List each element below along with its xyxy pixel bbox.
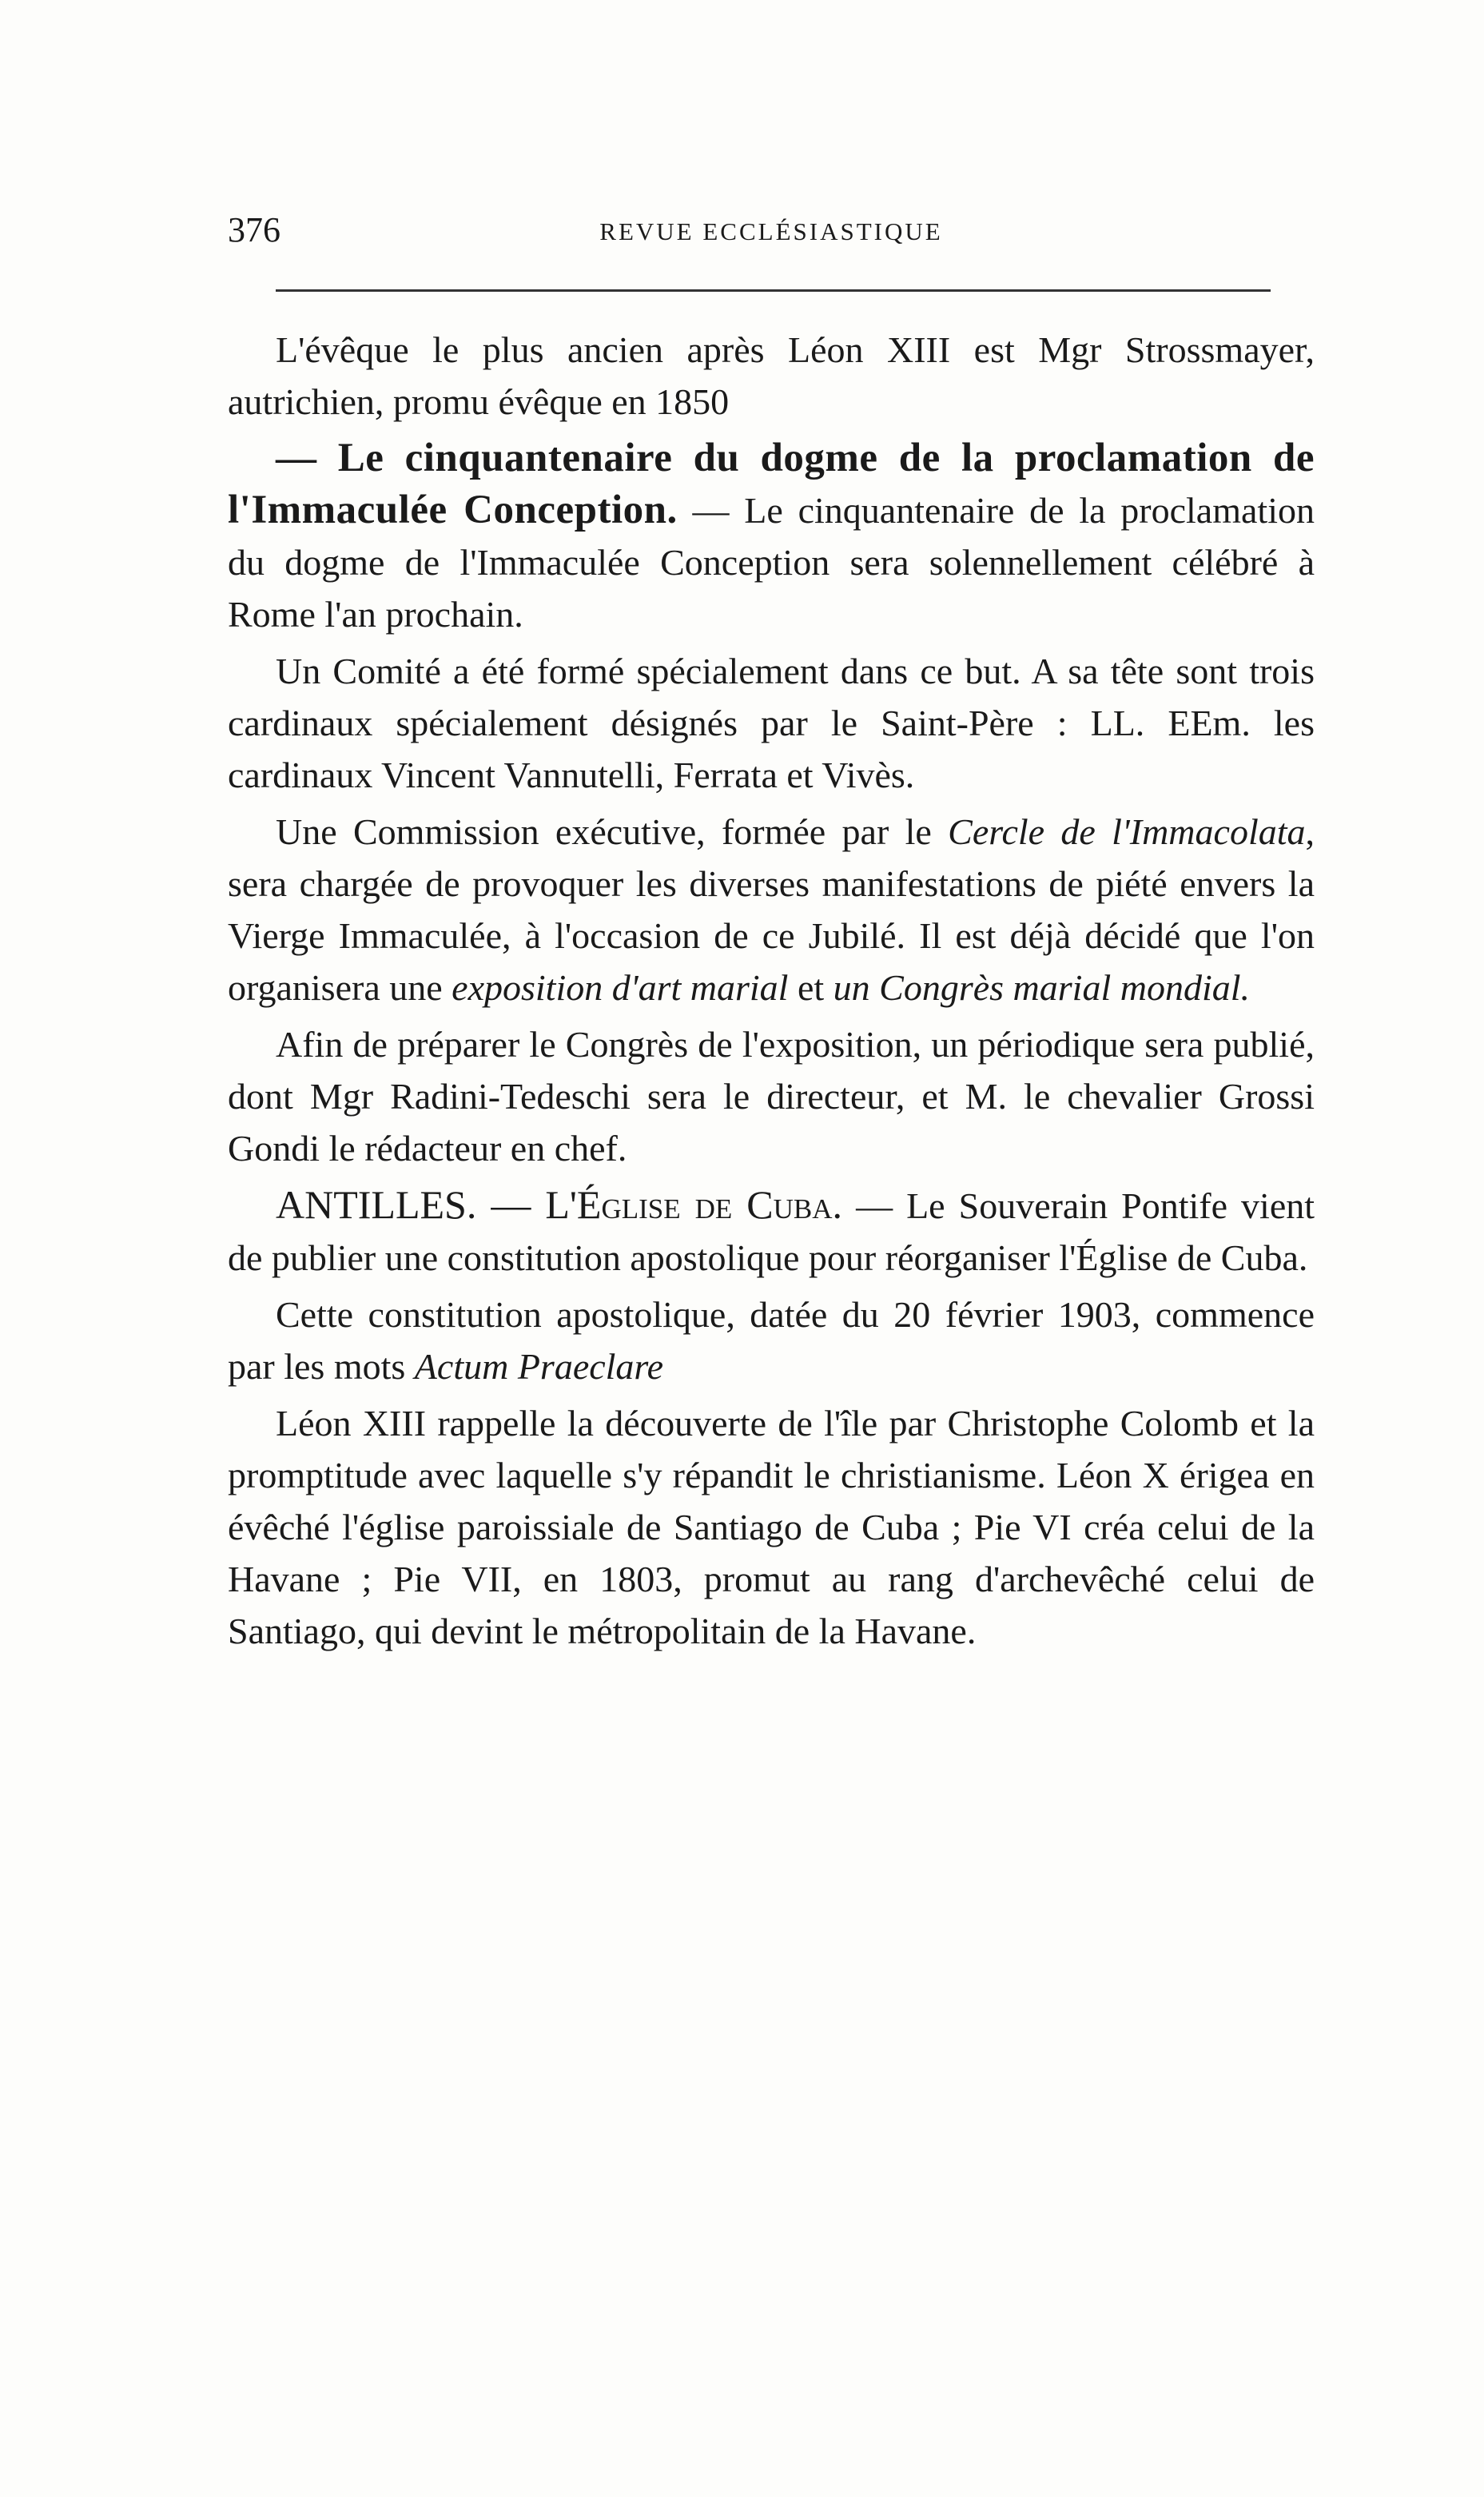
section-heading-antilles: ANTILLES. —	[276, 1182, 546, 1227]
italic-run: un Congrès marial mondial.	[833, 967, 1251, 1008]
text-run: — Le Souverain Pontife vient de publier une constitution apostolique pour réorganiser l'Église de Cuba.	[228, 1185, 1315, 1278]
header-rule	[276, 289, 1271, 292]
section-heading-cinquantenaire: — Le cinquantenaire du dogme de la proclamation de l'Immaculée Conception.	[228, 436, 1315, 532]
italic-run: Cercle de l'Immacolata	[948, 811, 1306, 852]
section-subheading-cuba: L'Église de Cuba.	[545, 1182, 843, 1227]
paragraph-commission	[228, 806, 1315, 1014]
italic-run: exposition d'art marial	[452, 967, 789, 1008]
paragraph-strossmayer: L'évêque le plus ancien après Léon XIII est Mgr Strossmayer, autrichien, promu évêque en 1850	[228, 329, 1315, 422]
paragraph-congres: Afin de préparer le Congrès de l'exposition, un périodique sera publié, dont Mgr Radini-Tedeschi sera le directeur, et M. le chevalier Grossi Gondi le rédacteur en chef.	[228, 1024, 1315, 1169]
page-header	[228, 209, 1315, 257]
text-run: et	[788, 967, 834, 1008]
text-run: Une Commission exécutive, formée par le	[276, 811, 949, 852]
paragraph-leon-xiii: Léon XIII rappelle la découverte de l'île par Christophe Colomb et la promptitude avec laquelle s'y répandit le christianisme. Léon X érigea en évêché l'église paroissiale de Santiago de Cuba ; Pie VI créa celui de la Havane ; Pie VII, en 1803, promut au rang d'archevêché celui de Santiago, qui devint le métropolitain de la Havane.	[228, 1403, 1315, 1651]
paragraph-cinquantenaire	[228, 432, 1315, 640]
page-number: 376	[228, 210, 280, 249]
running-title: REVUE ECCLÉSIASTIQUE	[599, 217, 943, 245]
paragraph-antilles	[228, 1179, 1315, 1284]
italic-run: Actum Praeclare	[414, 1346, 664, 1387]
body-text	[228, 324, 1315, 1662]
text-run: Cette constitution apostolique, datée du 20 février 1903, commence par les mots	[228, 1294, 1315, 1387]
paragraph-comite: Un Comité a été formé spécialement dans ce but. A sa tête sont trois cardinaux spécialement désignés par le Saint-Père : LL. EEm. les cardinaux Vincent Vannutelli, Ferrata et Vivès.	[228, 651, 1315, 795]
paragraph-cinquantenaire-text: — Le cinquantenaire de la proclamation du dogme de l'Immaculée Conception sera solennellement célébré à Rome l'an prochain.	[228, 490, 1315, 635]
paragraph-constitution	[228, 1288, 1315, 1392]
text-run: , sera chargée de provoquer les diverses manifestations de piété envers la Vierge Immaculée, à l'occasion de ce Jubilé. Il est déjà décidé que l'on organisera une	[228, 811, 1315, 1008]
